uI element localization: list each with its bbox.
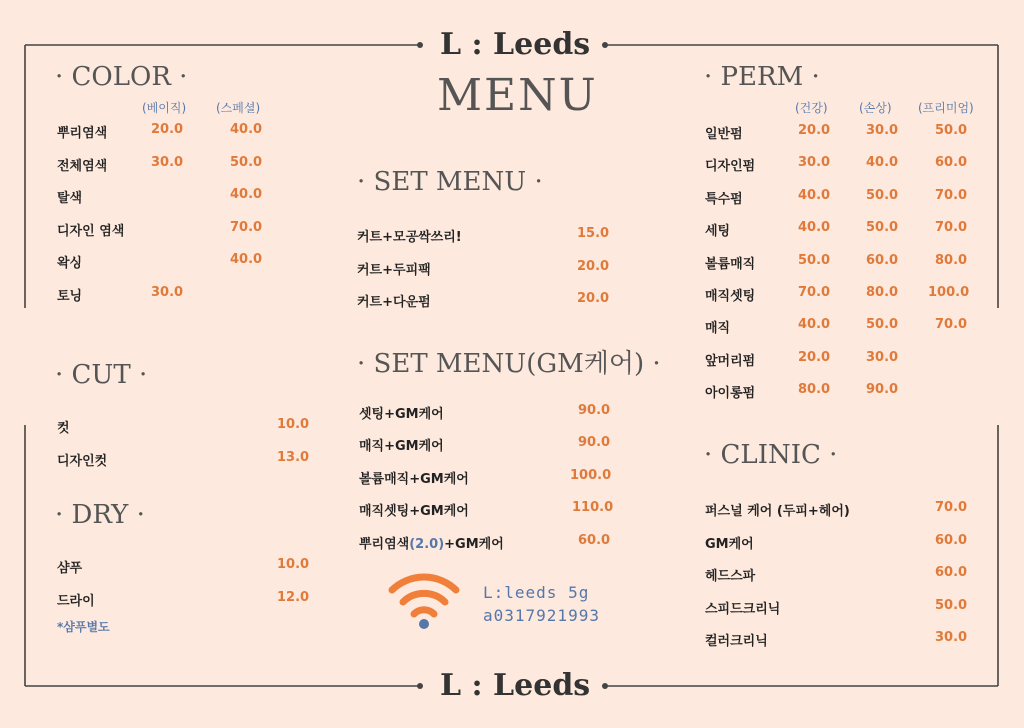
color-price-special: 40.0	[230, 122, 263, 137]
perm-item: 특수펌	[705, 192, 743, 207]
color-item: 토닝	[57, 289, 83, 304]
set-item: 커트+모공싹쓰리!	[357, 230, 462, 245]
color-header-special: (스페셜)	[216, 101, 261, 115]
dry-item: 샴푸	[57, 561, 83, 576]
color-price-special: 70.0	[230, 220, 263, 235]
color-header-basic: (베이직)	[142, 101, 187, 115]
set-gm-item: 뿌리염색(2.0)+GM케어	[359, 537, 504, 552]
clinic-item: 컬러크리닉	[705, 634, 768, 649]
perm-price-damaged: 50.0	[866, 220, 899, 235]
clinic-price: 60.0	[935, 565, 968, 580]
cut-title: · CUT ·	[55, 360, 148, 390]
brand-top: L : Leeds	[440, 27, 591, 62]
perm-price-healthy: 40.0	[798, 220, 831, 235]
perm-price-damaged: 50.0	[866, 188, 899, 203]
set-item: 커트+다운펌	[357, 295, 431, 310]
perm-price-healthy: 40.0	[798, 317, 831, 332]
perm-item: 디자인펌	[705, 159, 756, 174]
color-item: 전체염색	[57, 159, 108, 174]
cut-item: 디자인컷	[57, 454, 108, 469]
perm-price-premium: 50.0	[935, 123, 968, 138]
perm-price-damaged: 30.0	[866, 123, 899, 138]
cut-item: 컷	[57, 421, 70, 436]
perm-price-damaged: 50.0	[866, 317, 899, 332]
page-title: MENU	[437, 70, 598, 121]
perm-item: 볼륨매직	[705, 257, 756, 272]
color-price-basic: 30.0	[151, 285, 184, 300]
perm-title: · PERM ·	[704, 62, 820, 92]
dry-price: 10.0	[277, 557, 310, 572]
wifi-icon	[388, 570, 460, 632]
set-menu-title: · SET MENU ·	[357, 167, 543, 197]
perm-price-damaged: 80.0	[866, 285, 899, 300]
perm-price-healthy: 50.0	[798, 253, 831, 268]
clinic-item: GM케어	[705, 537, 754, 552]
perm-price-premium: 70.0	[935, 188, 968, 203]
color-item: 뿌리염색	[57, 126, 108, 141]
perm-item: 아이롱펌	[705, 386, 756, 401]
perm-price-premium: 70.0	[935, 220, 968, 235]
set-price: 15.0	[577, 226, 610, 241]
perm-price-healthy: 30.0	[798, 155, 831, 170]
color-title: · COLOR ·	[55, 62, 188, 92]
dry-title: · DRY ·	[55, 500, 145, 530]
perm-price-damaged: 40.0	[866, 155, 899, 170]
brand-bottom: L : Leeds	[440, 668, 591, 703]
perm-price-healthy: 20.0	[798, 350, 831, 365]
set-gm-price: 90.0	[578, 403, 611, 418]
set-price: 20.0	[577, 259, 610, 274]
set-item: 커트+두피팩	[357, 263, 431, 278]
set-gm-item: 매직셋팅+GM케어	[359, 504, 469, 519]
perm-price-premium: 60.0	[935, 155, 968, 170]
color-price-basic: 30.0	[151, 155, 184, 170]
set-gm-item: 볼륨매직+GM케어	[359, 472, 469, 487]
set-gm-price: 60.0	[578, 533, 611, 548]
wifi-password: a0317921993	[483, 606, 600, 625]
perm-item: 매직셋팅	[705, 289, 756, 304]
shampoo-note: *샴푸별도	[57, 620, 110, 634]
perm-price-healthy: 80.0	[798, 382, 831, 397]
set-gm-item: 셋팅+GM케어	[359, 407, 444, 422]
set-price: 20.0	[577, 291, 610, 306]
set-gm-price: 100.0	[570, 468, 612, 483]
color-item: 탈색	[57, 191, 83, 206]
perm-item: 매직	[705, 321, 731, 336]
perm-header-premium: (프리미엄)	[918, 101, 974, 115]
cut-price: 13.0	[277, 450, 310, 465]
perm-item: 앞머리펌	[705, 354, 756, 369]
perm-price-healthy: 20.0	[798, 123, 831, 138]
cut-price: 10.0	[277, 417, 310, 432]
perm-price-damaged: 30.0	[866, 350, 899, 365]
perm-item: 일반펌	[705, 127, 743, 142]
clinic-item: 스피드크리닉	[705, 602, 781, 617]
clinic-price: 50.0	[935, 598, 968, 613]
dry-item: 드라이	[57, 594, 95, 609]
wifi-ssid: L:leeds 5g	[483, 583, 590, 602]
clinic-item: 퍼스널 케어 (두피+헤어)	[705, 504, 850, 519]
set-gm-price: 110.0	[572, 500, 614, 515]
clinic-price: 60.0	[935, 533, 968, 548]
perm-item: 세팅	[705, 224, 731, 239]
dry-price: 12.0	[277, 590, 310, 605]
perm-price-damaged: 90.0	[866, 382, 899, 397]
set-gm-item: 매직+GM케어	[359, 439, 444, 454]
clinic-title: · CLINIC ·	[704, 440, 838, 470]
perm-header-damaged: (손상)	[859, 101, 892, 115]
perm-price-premium: 100.0	[928, 285, 970, 300]
clinic-item: 헤드스파	[705, 569, 756, 584]
color-price-special: 40.0	[230, 252, 263, 267]
set-gm-price: 90.0	[578, 435, 611, 450]
perm-price-healthy: 70.0	[798, 285, 831, 300]
perm-price-healthy: 40.0	[798, 188, 831, 203]
color-price-special: 50.0	[230, 155, 263, 170]
color-price-basic: 20.0	[151, 122, 184, 137]
perm-header-healthy: (건강)	[795, 101, 828, 115]
color-item: 디자인 염색	[57, 224, 125, 239]
perm-price-premium: 80.0	[935, 253, 968, 268]
perm-price-damaged: 60.0	[866, 253, 899, 268]
set-menu-gm-title: · SET MENU(GM케어) ·	[357, 349, 661, 379]
clinic-price: 30.0	[935, 630, 968, 645]
color-price-special: 40.0	[230, 187, 263, 202]
perm-price-premium: 70.0	[935, 317, 968, 332]
color-item: 왁싱	[57, 256, 83, 271]
clinic-price: 70.0	[935, 500, 968, 515]
